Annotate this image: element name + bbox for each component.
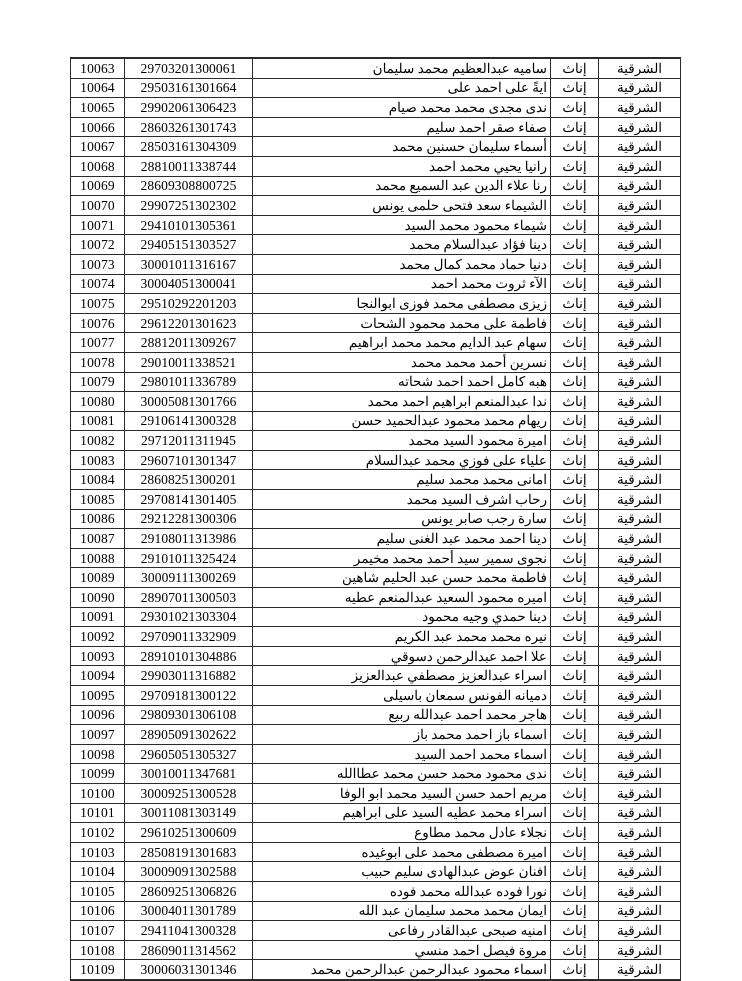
cell-national-id: 30006031301346 (125, 960, 253, 980)
cell-gender: إناث (551, 529, 599, 549)
cell-name: شيماء محمود محمد السيد (253, 215, 551, 235)
cell-gender: إناث (551, 960, 599, 980)
cell-governorate: الشرقية (599, 862, 681, 882)
cell-serial: 10099 (71, 764, 125, 784)
cell-name: دينا احمد محمد عبد الغنى سليم (253, 529, 551, 549)
cell-governorate: الشرقية (599, 333, 681, 353)
cell-national-id: 30009111300269 (125, 568, 253, 588)
cell-gender: إناث (551, 588, 599, 608)
cell-name: هبه كامل احمد احمد شحاته (253, 372, 551, 392)
table-row (71, 823, 681, 843)
cell-governorate: الشرقية (599, 548, 681, 568)
cell-gender: إناث (551, 254, 599, 274)
table-row (71, 333, 681, 353)
cell-name: دينا فؤاد عبدالسلام محمد (253, 235, 551, 255)
cell-governorate: الشرقية (599, 627, 681, 647)
cell-serial: 10080 (71, 392, 125, 412)
cell-serial: 10067 (71, 137, 125, 157)
cell-name: رحاب اشرف السيد محمد (253, 490, 551, 510)
cell-serial: 10092 (71, 627, 125, 647)
cell-serial: 10076 (71, 313, 125, 333)
cell-gender: إناث (551, 568, 599, 588)
cell-name: ريهام محمد محمود عبدالحميد حسن (253, 411, 551, 431)
cell-national-id: 30004051300041 (125, 274, 253, 294)
cell-gender: إناث (551, 823, 599, 843)
cell-gender: إناث (551, 627, 599, 647)
cell-gender: إناث (551, 156, 599, 176)
cell-governorate: الشرقية (599, 196, 681, 216)
table-row (71, 196, 681, 216)
cell-gender: إناث (551, 490, 599, 510)
table-row (71, 862, 681, 882)
cell-national-id: 29101011325424 (125, 548, 253, 568)
cell-name: اميرة مصطفى محمد على ابوغيده (253, 842, 551, 862)
cell-governorate: الشرقية (599, 490, 681, 510)
table-row (71, 529, 681, 549)
cell-gender: إناث (551, 921, 599, 941)
cell-national-id: 29712011311945 (125, 431, 253, 451)
cell-governorate: الشرقية (599, 450, 681, 470)
cell-name: رنا علاء الدين عبد السميع محمد (253, 176, 551, 196)
cell-gender: إناث (551, 235, 599, 255)
cell-serial: 10072 (71, 235, 125, 255)
table-row (71, 646, 681, 666)
cell-name: هاجر محمد احمد عبدالله ربيع (253, 705, 551, 725)
cell-gender: إناث (551, 137, 599, 157)
cell-governorate: الشرقية (599, 744, 681, 764)
cell-national-id: 29605051305327 (125, 744, 253, 764)
cell-national-id: 29510292201203 (125, 294, 253, 314)
cell-gender: إناث (551, 411, 599, 431)
cell-name: دينا حمدي وجيه محمود (253, 607, 551, 627)
cell-governorate: الشرقية (599, 78, 681, 98)
cell-governorate: الشرقية (599, 313, 681, 333)
cell-serial: 10108 (71, 940, 125, 960)
table-row (71, 921, 681, 941)
cell-governorate: الشرقية (599, 235, 681, 255)
cell-governorate: الشرقية (599, 686, 681, 706)
cell-gender: إناث (551, 196, 599, 216)
cell-national-id: 30004011301789 (125, 901, 253, 921)
cell-serial: 10064 (71, 78, 125, 98)
table-row (71, 764, 681, 784)
cell-gender: إناث (551, 117, 599, 137)
table-row (71, 431, 681, 451)
cell-serial: 10073 (71, 254, 125, 274)
table-row (71, 686, 681, 706)
cell-serial: 10082 (71, 431, 125, 451)
cell-governorate: الشرقية (599, 529, 681, 549)
cell-gender: إناث (551, 862, 599, 882)
cell-serial: 10109 (71, 960, 125, 980)
cell-serial: 10089 (71, 568, 125, 588)
table-row (71, 783, 681, 803)
roster-table-container (71, 57, 681, 981)
table-row (71, 490, 681, 510)
cell-serial: 10091 (71, 607, 125, 627)
cell-national-id: 28603261301743 (125, 117, 253, 137)
cell-governorate: الشرقية (599, 470, 681, 490)
cell-national-id: 29301021303304 (125, 607, 253, 627)
cell-national-id: 28608251300201 (125, 470, 253, 490)
cell-name: زيزى مصطفى محمد فوزى ابوالنجا (253, 294, 551, 314)
cell-gender: إناث (551, 940, 599, 960)
cell-gender: إناث (551, 686, 599, 706)
cell-gender: إناث (551, 176, 599, 196)
cell-gender: إناث (551, 352, 599, 372)
cell-national-id: 29809301306108 (125, 705, 253, 725)
cell-national-id: 29612201301623 (125, 313, 253, 333)
cell-gender: إناث (551, 725, 599, 745)
cell-national-id: 29212281300306 (125, 509, 253, 529)
cell-national-id: 29405151303527 (125, 235, 253, 255)
cell-name: رانيا يحيي محمد احمد (253, 156, 551, 176)
cell-gender: إناث (551, 372, 599, 392)
cell-governorate: الشرقية (599, 352, 681, 372)
cell-governorate: الشرقية (599, 117, 681, 137)
cell-name: افنان عوض عبدالهادى سليم حبيب (253, 862, 551, 882)
cell-serial: 10083 (71, 450, 125, 470)
cell-gender: إناث (551, 881, 599, 901)
cell-gender: إناث (551, 215, 599, 235)
cell-name: ايمان محمد محمد سليمان عبد الله (253, 901, 551, 921)
cell-national-id: 29902061306423 (125, 98, 253, 118)
cell-national-id: 28609011314562 (125, 940, 253, 960)
cell-gender: إناث (551, 548, 599, 568)
table-row (71, 901, 681, 921)
cell-serial: 10085 (71, 490, 125, 510)
cell-gender: إناث (551, 783, 599, 803)
table-row (71, 725, 681, 745)
cell-national-id: 29010011338521 (125, 352, 253, 372)
cell-governorate: الشرقية (599, 725, 681, 745)
cell-name: نورا فوده عبدالله محمد فوده (253, 881, 551, 901)
cell-serial: 10101 (71, 803, 125, 823)
cell-name: سارة رجب صابر يونس (253, 509, 551, 529)
cell-governorate: الشرقية (599, 783, 681, 803)
cell-serial: 10063 (71, 58, 125, 78)
cell-governorate: الشرقية (599, 274, 681, 294)
cell-name: اميره محمود السعيد عبدالمنعم عطيه (253, 588, 551, 608)
cell-governorate: الشرقية (599, 646, 681, 666)
cell-name: نجوى سمير سيد أحمد محمد مخيمر (253, 548, 551, 568)
cell-national-id: 29106141300328 (125, 411, 253, 431)
cell-name: اسماء باز احمد محمد باز (253, 725, 551, 745)
cell-national-id: 28905091302622 (125, 725, 253, 745)
cell-national-id: 29607101301347 (125, 450, 253, 470)
cell-national-id: 30005081301766 (125, 392, 253, 412)
cell-name: علياء على فوزي محمد عبدالسلام (253, 450, 551, 470)
cell-name: اميرة محمود السيد محمد (253, 431, 551, 451)
cell-governorate: الشرقية (599, 842, 681, 862)
cell-name: علا احمد عبدالرحمن دسوقي (253, 646, 551, 666)
cell-name: دميانه الفونس سمعان باسيلى (253, 686, 551, 706)
table-row (71, 666, 681, 686)
cell-governorate: الشرقية (599, 58, 681, 78)
cell-serial: 10077 (71, 333, 125, 353)
table-row (71, 137, 681, 157)
cell-name: سهام عبد الدايم محمد محمد ابراهيم (253, 333, 551, 353)
cell-governorate: الشرقية (599, 901, 681, 921)
table-row (71, 156, 681, 176)
cell-name: ايةً على احمد على (253, 78, 551, 98)
cell-serial: 10066 (71, 117, 125, 137)
cell-governorate: الشرقية (599, 156, 681, 176)
cell-serial: 10074 (71, 274, 125, 294)
cell-serial: 10105 (71, 881, 125, 901)
cell-governorate: الشرقية (599, 372, 681, 392)
cell-gender: إناث (551, 392, 599, 412)
cell-national-id: 28503161304309 (125, 137, 253, 157)
cell-serial: 10102 (71, 823, 125, 843)
cell-national-id: 29503161301664 (125, 78, 253, 98)
cell-name: فاطمة محمد حسن عبد الحليم شاهين (253, 568, 551, 588)
cell-gender: إناث (551, 901, 599, 921)
cell-gender: إناث (551, 98, 599, 118)
cell-gender: إناث (551, 470, 599, 490)
table-row (71, 705, 681, 725)
table-row (71, 235, 681, 255)
cell-governorate: الشرقية (599, 392, 681, 412)
cell-national-id: 28609308800725 (125, 176, 253, 196)
table-row (71, 509, 681, 529)
table-row (71, 940, 681, 960)
cell-serial: 10078 (71, 352, 125, 372)
cell-national-id: 29709181300122 (125, 686, 253, 706)
cell-name: مروة فيصل احمد منسي (253, 940, 551, 960)
table-row (71, 450, 681, 470)
cell-serial: 10097 (71, 725, 125, 745)
table-row (71, 117, 681, 137)
cell-governorate: الشرقية (599, 176, 681, 196)
cell-governorate: الشرقية (599, 764, 681, 784)
cell-gender: إناث (551, 607, 599, 627)
cell-national-id: 29410101305361 (125, 215, 253, 235)
cell-serial: 10106 (71, 901, 125, 921)
applicants-roster-table (70, 57, 681, 981)
cell-national-id: 29610251300609 (125, 823, 253, 843)
cell-name: الآء ثروت محمد احمد (253, 274, 551, 294)
cell-gender: إناث (551, 333, 599, 353)
cell-serial: 10088 (71, 548, 125, 568)
table-row (71, 352, 681, 372)
table-row (71, 744, 681, 764)
cell-national-id: 30009251300528 (125, 783, 253, 803)
table-row (71, 98, 681, 118)
table-row (71, 960, 681, 980)
cell-serial: 10100 (71, 783, 125, 803)
cell-governorate: الشرقية (599, 294, 681, 314)
cell-governorate: الشرقية (599, 588, 681, 608)
cell-governorate: الشرقية (599, 137, 681, 157)
cell-name: فاطمة على محمد محمود الشحات (253, 313, 551, 333)
cell-national-id: 29903011316882 (125, 666, 253, 686)
cell-serial: 10095 (71, 686, 125, 706)
cell-name: مريم احمد حسن السيد محمد ابو الوفا (253, 783, 551, 803)
cell-serial: 10071 (71, 215, 125, 235)
table-row (71, 411, 681, 431)
cell-name: ساميه عبدالعظيم محمد سليمان (253, 58, 551, 78)
cell-serial: 10087 (71, 529, 125, 549)
cell-gender: إناث (551, 744, 599, 764)
cell-name: الشيماء سعد فتحى حلمى يونس (253, 196, 551, 216)
table-row (71, 548, 681, 568)
cell-gender: إناث (551, 509, 599, 529)
cell-name: اسراء محمد عطيه السيد على ابراهيم (253, 803, 551, 823)
cell-name: ندى مجدى محمد محمد صيام (253, 98, 551, 118)
cell-governorate: الشرقية (599, 881, 681, 901)
cell-national-id: 28508191301683 (125, 842, 253, 862)
cell-name: امانى محمد محمد سليم (253, 470, 551, 490)
table-row (71, 58, 681, 78)
cell-serial: 10084 (71, 470, 125, 490)
cell-name: اسراء عبدالعزيز مصطفي عبدالعزيز (253, 666, 551, 686)
cell-governorate: الشرقية (599, 705, 681, 725)
roster-table-body (71, 58, 681, 980)
table-row (71, 176, 681, 196)
cell-name: امنيه صبحى عبدالقادر رفاعى (253, 921, 551, 941)
cell-governorate: الشرقية (599, 921, 681, 941)
cell-national-id: 29801011336789 (125, 372, 253, 392)
cell-national-id: 28812011309267 (125, 333, 253, 353)
cell-governorate: الشرقية (599, 823, 681, 843)
cell-name: اسماء محمد احمد السيد (253, 744, 551, 764)
cell-national-id: 29709011332909 (125, 627, 253, 647)
table-row (71, 215, 681, 235)
cell-governorate: الشرقية (599, 940, 681, 960)
cell-name: نيره محمد محمد عبد الكريم (253, 627, 551, 647)
table-row (71, 568, 681, 588)
table-row (71, 470, 681, 490)
cell-gender: إناث (551, 450, 599, 470)
cell-governorate: الشرقية (599, 509, 681, 529)
cell-name: أسماء سليمان حسنين محمد (253, 137, 551, 157)
table-row (71, 78, 681, 98)
table-row (71, 842, 681, 862)
table-row (71, 254, 681, 274)
cell-national-id: 30010011347681 (125, 764, 253, 784)
table-row (71, 274, 681, 294)
table-row (71, 294, 681, 314)
table-row (71, 372, 681, 392)
cell-gender: إناث (551, 313, 599, 333)
cell-national-id: 28907011300503 (125, 588, 253, 608)
table-row (71, 392, 681, 412)
cell-gender: إناث (551, 764, 599, 784)
cell-governorate: الشرقية (599, 215, 681, 235)
cell-national-id: 29411041300328 (125, 921, 253, 941)
cell-gender: إناث (551, 646, 599, 666)
cell-national-id: 30009091302588 (125, 862, 253, 882)
cell-serial: 10104 (71, 862, 125, 882)
cell-governorate: الشرقية (599, 568, 681, 588)
cell-serial: 10086 (71, 509, 125, 529)
cell-name: نجلاء عادل محمد مطاوع (253, 823, 551, 843)
cell-governorate: الشرقية (599, 803, 681, 823)
cell-governorate: الشرقية (599, 607, 681, 627)
cell-governorate: الشرقية (599, 98, 681, 118)
cell-serial: 10069 (71, 176, 125, 196)
cell-governorate: الشرقية (599, 411, 681, 431)
cell-serial: 10107 (71, 921, 125, 941)
cell-gender: إناث (551, 58, 599, 78)
cell-name: دنيا حماد محمد كمال محمد (253, 254, 551, 274)
cell-governorate: الشرقية (599, 666, 681, 686)
cell-national-id: 28910101304886 (125, 646, 253, 666)
cell-gender: إناث (551, 705, 599, 725)
cell-serial: 10075 (71, 294, 125, 314)
cell-national-id: 29708141301405 (125, 490, 253, 510)
cell-gender: إناث (551, 294, 599, 314)
cell-serial: 10070 (71, 196, 125, 216)
cell-gender: إناث (551, 666, 599, 686)
cell-national-id: 28609251306826 (125, 881, 253, 901)
cell-national-id: 30011081303149 (125, 803, 253, 823)
cell-gender: إناث (551, 274, 599, 294)
cell-serial: 10094 (71, 666, 125, 686)
table-row (71, 627, 681, 647)
cell-serial: 10096 (71, 705, 125, 725)
table-row (71, 588, 681, 608)
table-row (71, 881, 681, 901)
cell-serial: 10068 (71, 156, 125, 176)
cell-serial: 10093 (71, 646, 125, 666)
cell-gender: إناث (551, 78, 599, 98)
cell-serial: 10065 (71, 98, 125, 118)
cell-gender: إناث (551, 431, 599, 451)
table-row (71, 607, 681, 627)
cell-name: صفاء صقر احمد سليم (253, 117, 551, 137)
cell-gender: إناث (551, 842, 599, 862)
table-row (71, 803, 681, 823)
cell-national-id: 30001011316167 (125, 254, 253, 274)
cell-serial: 10090 (71, 588, 125, 608)
cell-national-id: 28810011338744 (125, 156, 253, 176)
cell-national-id: 29907251302302 (125, 196, 253, 216)
cell-serial: 10079 (71, 372, 125, 392)
cell-gender: إناث (551, 803, 599, 823)
cell-national-id: 29703201300061 (125, 58, 253, 78)
cell-serial: 10098 (71, 744, 125, 764)
cell-name: نسرين أحمد محمد محمد (253, 352, 551, 372)
cell-serial: 10081 (71, 411, 125, 431)
cell-name: ندى محمود محمد حسن محمد عطاالله (253, 764, 551, 784)
cell-governorate: الشرقية (599, 431, 681, 451)
cell-name: ندا عبدالمنعم ابراهيم احمد محمد (253, 392, 551, 412)
table-row (71, 313, 681, 333)
cell-serial: 10103 (71, 842, 125, 862)
cell-governorate: الشرقية (599, 254, 681, 274)
cell-national-id: 29108011313986 (125, 529, 253, 549)
cell-name: اسماء محمود عبدالرحمن عبدالرحمن محمد (253, 960, 551, 980)
cell-governorate: الشرقية (599, 960, 681, 980)
